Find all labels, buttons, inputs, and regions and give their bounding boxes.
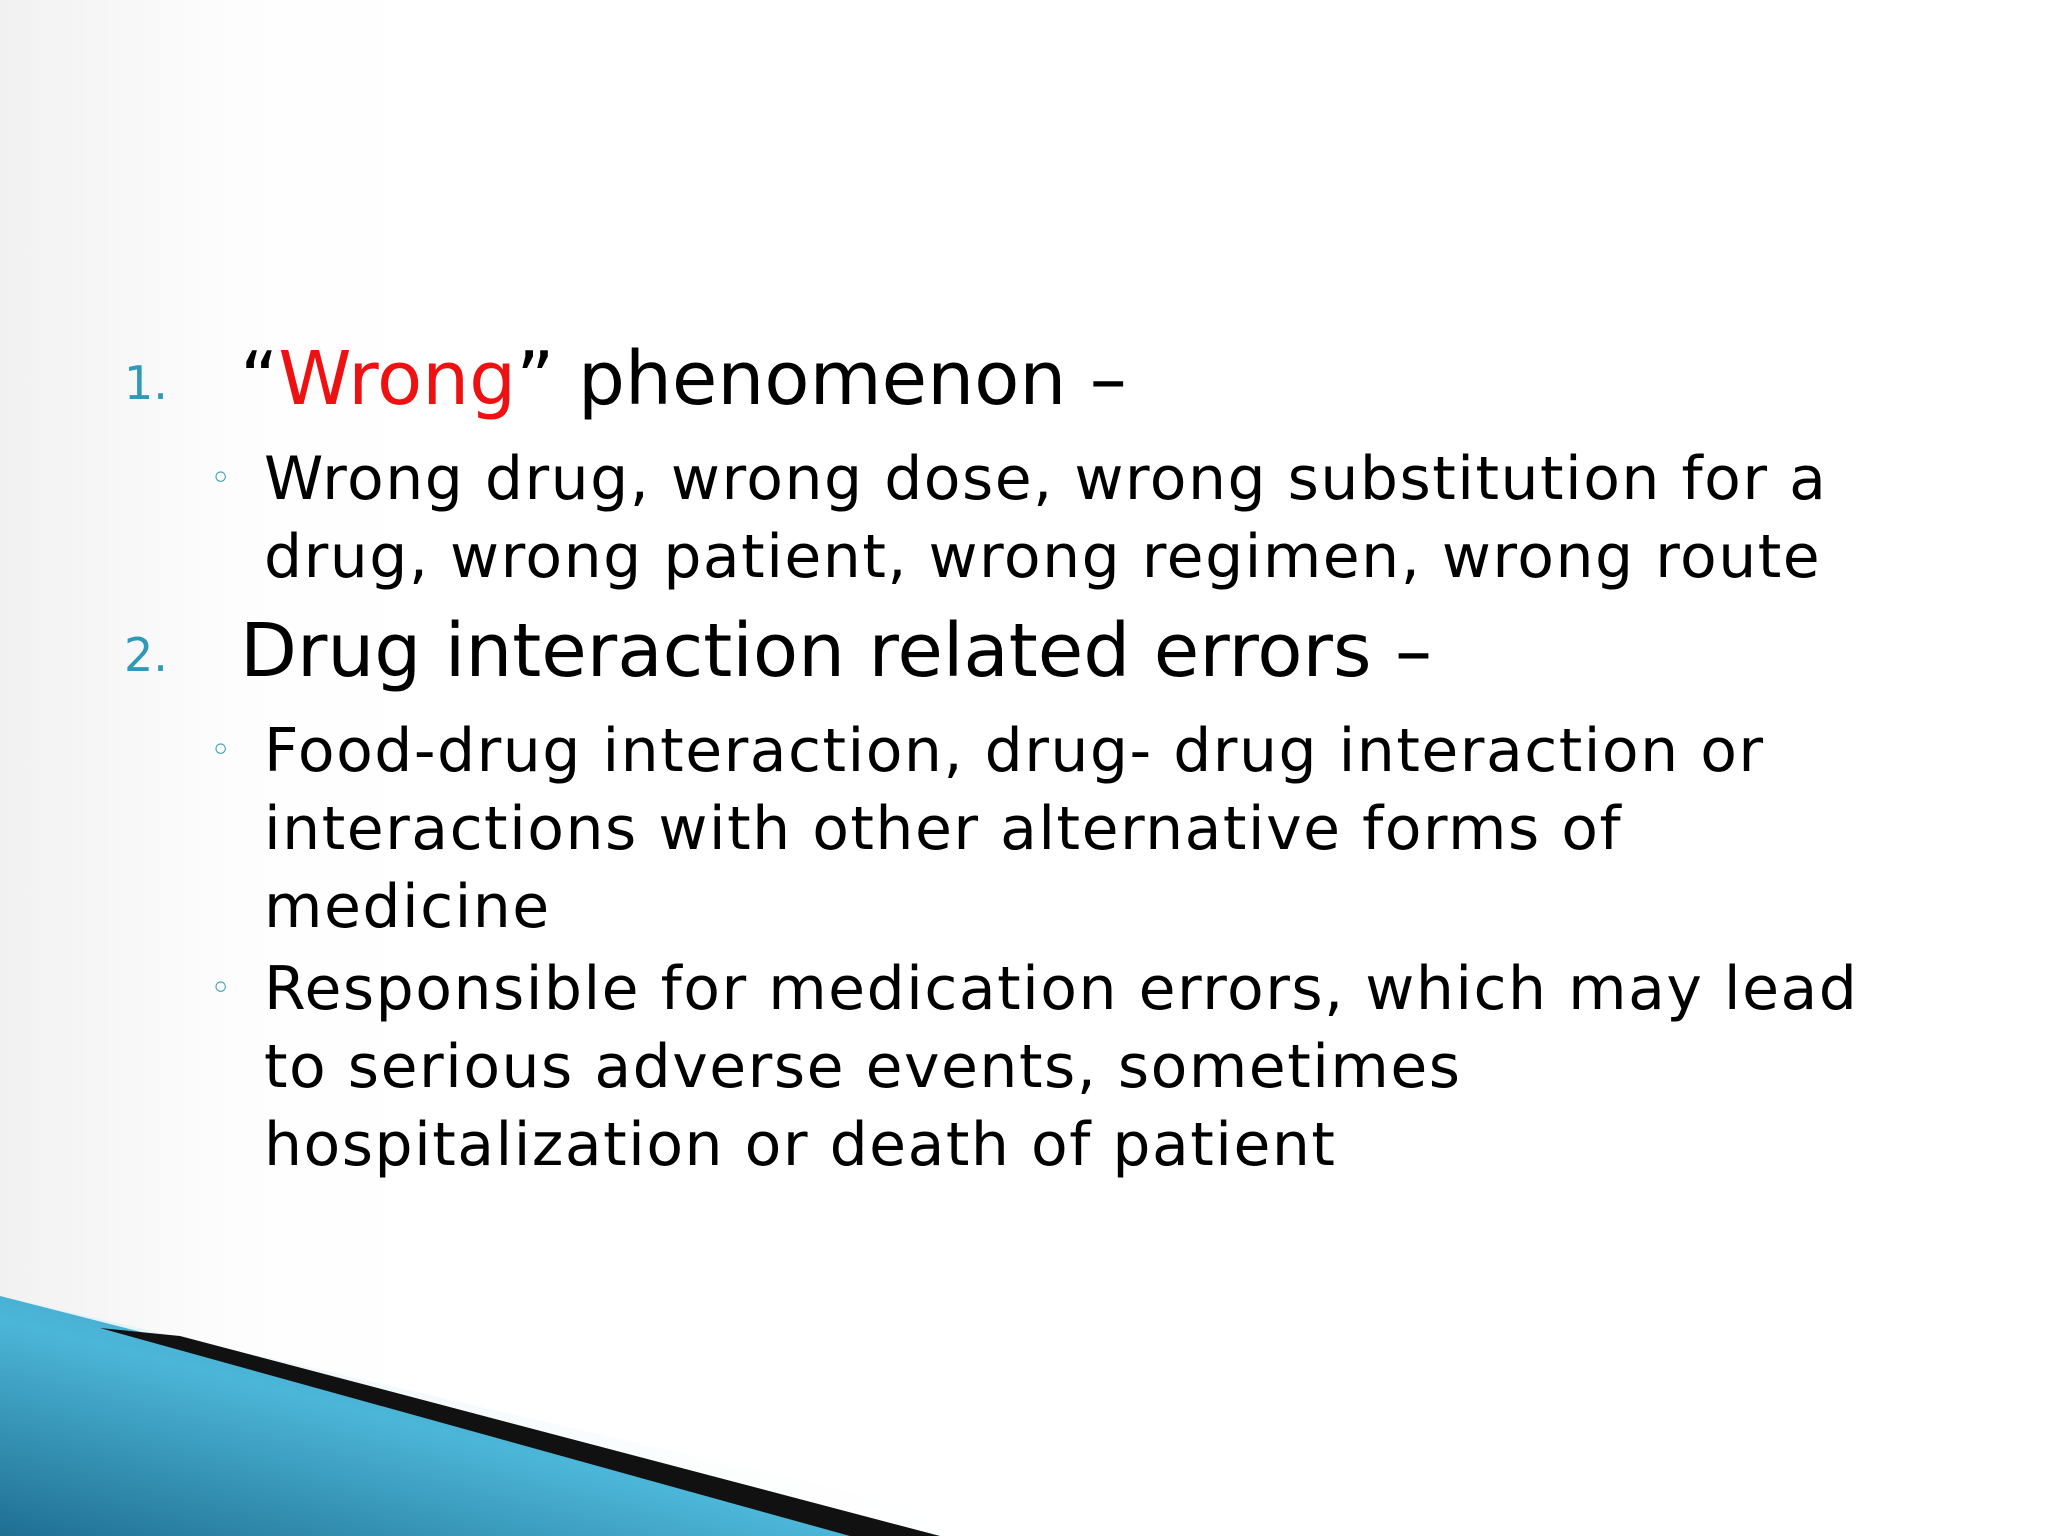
item-number: 2. (124, 628, 168, 682)
sub-item-line: medicine (264, 872, 551, 942)
sub-item-line: Wrong drug, wrong dose, wrong substitution for a (264, 444, 1828, 514)
sub-item-line: Food-drug interaction, drug- drug interaction or (264, 716, 1765, 786)
item-heading: Drug interaction related errors – (240, 608, 1433, 694)
sub-item-line: drug, wrong patient, wrong regimen, wrong route (264, 522, 1822, 592)
sub-item-line: interactions with other alternative forms of (264, 794, 1623, 864)
sub-item-line: hospitalization or death of patient (264, 1110, 1337, 1180)
heading-rest: ” phenomenon – (516, 336, 1127, 422)
item-number: 1. (124, 356, 168, 410)
bullet-icon: ◦ (210, 968, 233, 1009)
open-quote: “ (240, 336, 279, 422)
bullet-icon: ◦ (210, 458, 233, 499)
highlight-word: Wrong (278, 336, 517, 422)
sub-item-line: to serious adverse events, sometimes (264, 1032, 1462, 1102)
sub-item-line: Responsible for medication errors, which may lead (264, 954, 1859, 1024)
bullet-icon: ◦ (210, 730, 233, 771)
item-heading (240, 338, 1127, 420)
